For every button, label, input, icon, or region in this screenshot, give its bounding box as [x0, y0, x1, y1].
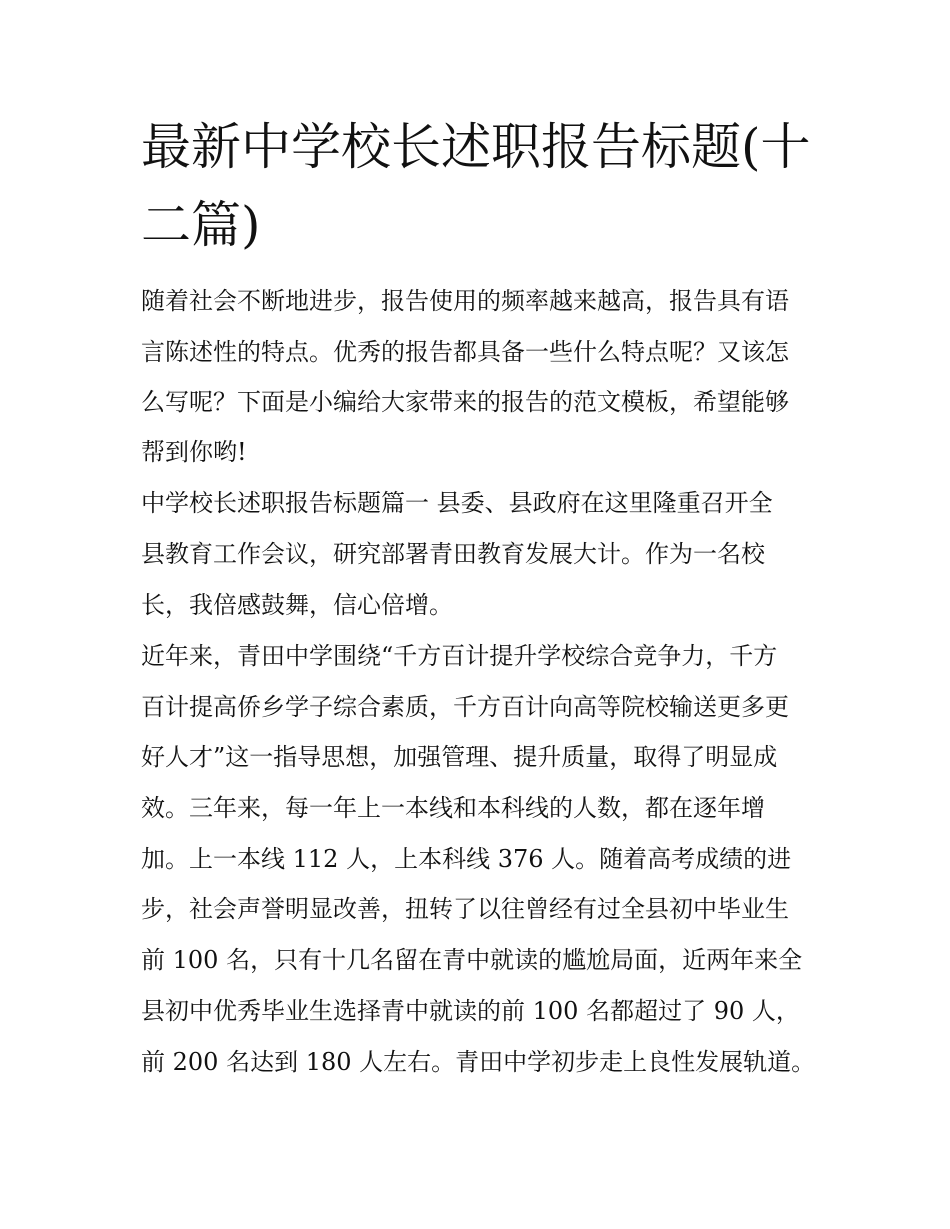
body-line: 前 200 名达到 180 人左右。青田中学初步走上良性发展轨道。: [141, 1048, 816, 1076]
body-line: 好人才”这一指导思想，加强管理、提升质量，取得了明显成: [141, 743, 778, 771]
body-line: 言陈述性的特点。优秀的报告都具备一些什么特点呢？又该怎: [141, 338, 789, 366]
body-line: 加。上一本线 112 人，上本科线 376 人。随着高考成绩的进: [141, 845, 792, 873]
body-line: 县初中优秀毕业生选择青中就读的前 100 名都超过了 90 人，: [141, 997, 800, 1025]
document-title-line-1: 最新中学校长述职报告标题(十: [141, 118, 811, 176]
body-line: 效。三年来，每一年上一本线和本科线的人数，都在逐年增: [141, 794, 765, 822]
body-line: 长，我倍感鼓舞，信心倍增。: [141, 591, 453, 619]
body-line: 县教育工作会议，研究部署青田教育发展大计。作为一名校: [141, 540, 765, 568]
body-line: 中学校长述职报告标题篇一 县委、县政府在这里隆重召开全: [141, 489, 773, 517]
body-line: 百计提高侨乡学子综合素质，千方百计向高等院校输送更多更: [141, 693, 789, 721]
body-line: 前 100 名，只有十几名留在青中就读的尴尬局面，近两年来全: [141, 946, 803, 974]
body-line: 帮到你哟!: [141, 438, 247, 466]
document-title-line-2: 二篇): [141, 196, 261, 254]
body-line: 随着社会不断地进步，报告使用的频率越来越高，报告具有语: [141, 287, 789, 315]
body-line: 步，社会声誉明显改善，扭转了以往曾经有过全县初中毕业生: [141, 895, 789, 923]
body-line: 么写呢？下面是小编给大家带来的报告的范文模板，希望能够: [141, 388, 789, 416]
body-line: 近年来，青田中学围绕“千方百计提升学校综合竞争力，千方: [141, 642, 778, 670]
